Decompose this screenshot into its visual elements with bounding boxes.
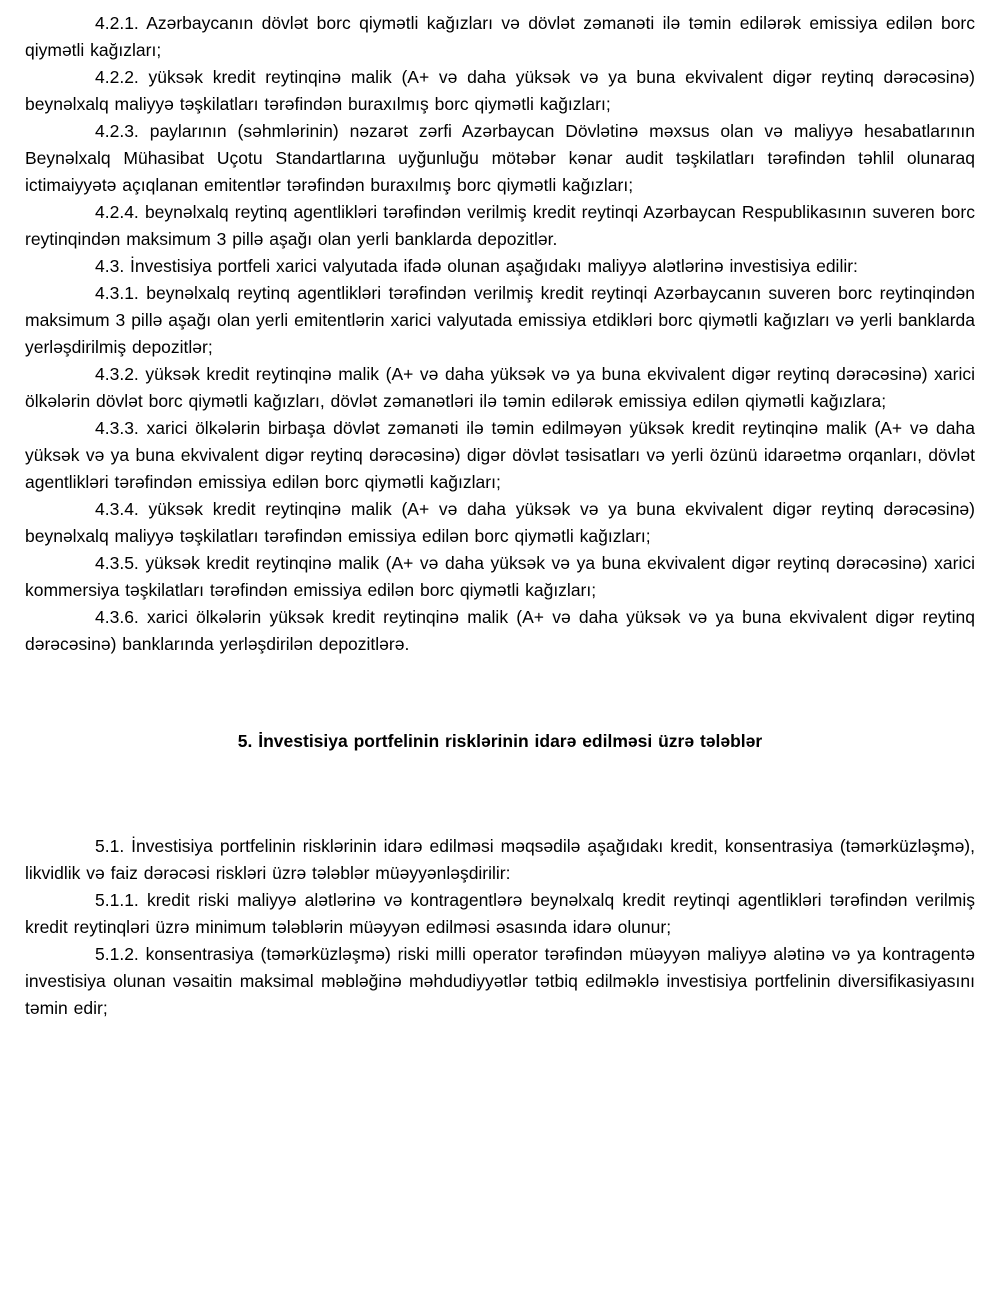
paragraph-4-2-4: 4.2.4. beynəlxalq reytinq agentlikləri tərəfindən verilmiş kredit reytinqi Azərbaycan Respublikasının suveren borc reytinqindən maksimum 3 pillə aşağı olan yerli banklarda depozitlər. (25, 202, 975, 249)
paragraph-4-3-5: 4.3.5. yüksək kredit reytinqinə malik (A+ və daha yüksək və ya buna ekvivalent digər reytinq dərəcəsinə) xarici kommersiya təşkilatları tərəfindən emissiya edilən borc qiymətli kağızları; (25, 553, 975, 600)
paragraph-4-2-3: 4.2.3. paylarının (səhmlərinin) nəzarət zərfi Azərbaycan Dövlətinə məxsus olan və maliyyə hesabatlarının Beynəlxalq Mühasibat Uçotu Standartlarına uyğunluğu mötəbər kənar audit təşkilatları tərəfindən təhlil olunaraq ictimaiyyətə açıqlanan emitentlər tərəfindən buraxılmış borc qiymətli kağızları; (25, 121, 975, 195)
paragraph-5-1-1: 5.1.1. kredit riski maliyyə alətlərinə və kontragentlərə beynəlxalq kredit reytinqi agentlikləri tərəfindən verilmiş kredit reytinqləri üzrə minimum tələblərin müəyyən edilməsi əsasında idarə olunur; (25, 890, 975, 937)
paragraph-4-2-1: 4.2.1. Azərbaycanın dövlət borc qiymətli kağızları və dövlət zəmanəti ilə təmin edilərək emissiya edilən borc qiymətli kağızları; (25, 13, 975, 60)
paragraph-4-2-2: 4.2.2. yüksək kredit reytinqinə malik (A+ və daha yüksək və ya buna ekvivalent digər reytinq dərəcəsinə) beynəlxalq maliyyə təşkilatları tərəfindən buraxılmış borc qiymətli kağızları; (25, 67, 975, 114)
paragraph-4-3-3: 4.3.3. xarici ölkələrin birbaşa dövlət zəmanəti ilə təmin edilməyən yüksək kredit reytinqinə malik (A+ və daha yüksək və ya buna ekvivalent digər reytinq dərəcəsinə) digər dövlət təsisatları və yerli özünü idarəetmə orqanları, dövlət agentlikləri tərəfindən emissiya edilən borc qiymətli kağızları; (25, 418, 975, 492)
section-5-heading: 5. İnvestisiya portfelinin risklərinin idarə edilməsi üzrə tələblər (237, 731, 763, 751)
paragraph-5-1: 5.1. İnvestisiya portfelinin risklərinin idarə edilməsi məqsədilə aşağıdakı kredit, konsentrasiya (təmərküzləşmə), likvidlik və faiz dərəcəsi riskləri üzrə tələblər müəyyənləşdirilir: (25, 836, 975, 883)
paragraph-5-1-2: 5.1.2. konsentrasiya (təmərküzləşmə) riski milli operator tərəfindən müəyyən maliyyə alətinə və ya kontragentə investisiya olunan vəsaitin maksimal məbləğinə məhdudiyyətlər tətbiq edilməklə investisiya portfelinin diversifikasiyasını təmin edir; (25, 944, 975, 1018)
paragraph-4-3-4: 4.3.4. yüksək kredit reytinqinə malik (A+ və daha yüksək və ya buna ekvivalent digər reytinq dərəcəsinə) beynəlxalq maliyyə təşkilatları tərəfindən emissiya edilən borc qiymətli kağızları; (25, 499, 975, 546)
paragraph-4-3-1: 4.3.1. beynəlxalq reytinq agentlikləri tərəfindən verilmiş kredit reytinqi Azərbaycanın suveren borc reytinqindən maksimum 3 pillə aşağı olan yerli emitentlərin xarici valyutada emissiya etdikləri borc qiymətli kağızları və yerli banklarda yerləşdirilmiş depozitlər; (25, 283, 975, 357)
paragraph-4-3-2: 4.3.2. yüksək kredit reytinqinə malik (A+ və daha yüksək və ya buna ekvivalent digər reytinq dərəcəsinə) xarici ölkələrin dövlət borc qiymətli kağızları, dövlət zəmanətləri ilə təmin edilərək emissiya edilən qiymətli kağızlara; (25, 364, 975, 411)
paragraph-4-3-6: 4.3.6. xarici ölkələrin yüksək kredit reytinqinə malik (A+ və daha yüksək və ya buna ekvivalent digər reytinq dərəcəsinə) banklarında yerləşdirilən depozitlərə. (25, 607, 975, 654)
paragraph-4-3: 4.3. İnvestisiya portfeli xarici valyutada ifadə olunan aşağıdakı maliyyə alətlərinə investisiya edilir: (95, 256, 858, 276)
